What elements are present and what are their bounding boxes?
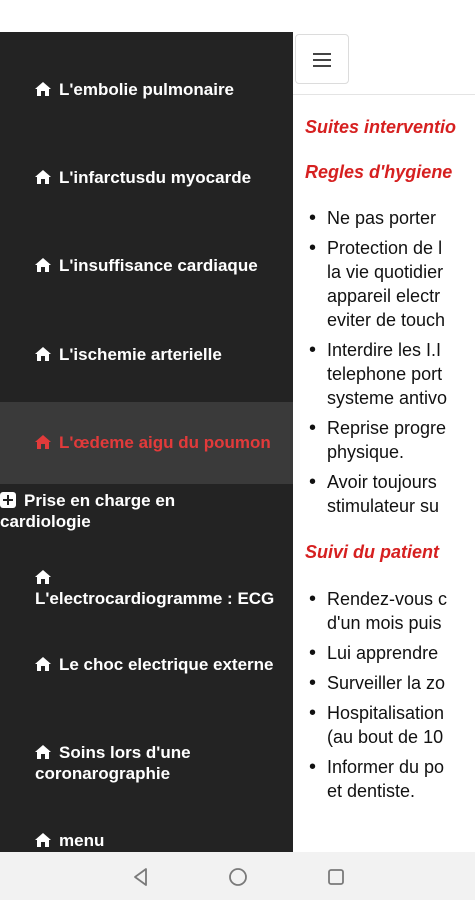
sidebar-item-label: L'œdeme aigu du poumon (59, 433, 271, 452)
sidebar-item-embolie[interactable] (35, 79, 275, 100)
home-icon (35, 435, 51, 449)
sidebar-item-label: Le choc electrique externe (59, 655, 274, 674)
recents-icon[interactable] (325, 866, 347, 888)
system-navigation-bar (0, 852, 475, 900)
home-icon (35, 570, 51, 584)
heading-hygiene: Regles d'hygiene (305, 162, 453, 182)
hygiene-list (305, 206, 475, 524)
sidebar-item-label: L'infarctusdu myocarde (59, 168, 252, 187)
home-icon (35, 258, 51, 272)
sidebar-item-label: L'insuffisance cardiaque (59, 256, 258, 275)
list-item: • Hospitalisation (au bout de 10 (305, 701, 475, 749)
status-bar-area (0, 0, 475, 32)
home-icon (35, 657, 51, 671)
list-item: • Surveiller la zo (305, 671, 475, 695)
sidebar-item-choc[interactable] (35, 654, 275, 675)
sidebar-item-coronarographie[interactable] (35, 742, 275, 784)
menu-toggle-button[interactable] (295, 34, 349, 84)
content-pane (293, 32, 475, 852)
sidebar-item-ischemie[interactable] (35, 344, 275, 365)
list-item: • Informer du po et dentiste. (305, 755, 475, 803)
list-item: • Lui apprendre (305, 641, 475, 665)
list-item: • Interdire les I.I telephone port systeme antivo (305, 338, 475, 410)
home-icon (35, 745, 51, 759)
sidebar-item-label: menu (59, 831, 105, 850)
hamburger-icon (313, 53, 331, 55)
list-item: • Ne pas porter (305, 206, 475, 230)
home-circle-icon[interactable] (227, 866, 249, 888)
sidebar-section-cardiologie[interactable] (0, 490, 260, 532)
navigation-drawer (0, 32, 293, 852)
sidebar-section-label: Prise en charge en cardiologie (0, 491, 176, 531)
sidebar-item-infarctus[interactable] (35, 167, 275, 188)
home-icon (35, 833, 51, 847)
suivi-list (305, 587, 475, 809)
home-icon (35, 170, 51, 184)
home-icon (35, 82, 51, 96)
sidebar-item-label: L'embolie pulmonaire (59, 80, 235, 99)
sidebar-item-ecg[interactable] (35, 567, 275, 609)
list-item: • Rendez-vous c d'un mois puis (305, 587, 475, 635)
sidebar-item-insuffisance[interactable] (35, 255, 275, 276)
home-icon (35, 347, 51, 361)
heading-suivi: Suivi du patient (305, 542, 440, 562)
content-header (293, 32, 475, 95)
sidebar-item-oedeme[interactable] (35, 432, 275, 453)
sidebar-item-label: Soins lors d'une coronarographie (35, 743, 191, 783)
sidebar-item-label: L'ischemie arterielle (59, 345, 222, 364)
sidebar-item-menu[interactable] (35, 830, 275, 851)
back-icon[interactable] (130, 866, 152, 888)
list-item: • Protection de l la vie quotidier appareil electr eviter de touch (305, 236, 475, 332)
list-item: • Avoir toujours stimulateur su (305, 470, 475, 518)
list-item: • Reprise progre physique. (305, 416, 475, 464)
heading-suites: Suites interventio (305, 117, 457, 137)
plus-square-icon (0, 492, 16, 508)
sidebar-item-label: L'electrocardiogramme : ECG (35, 589, 275, 608)
